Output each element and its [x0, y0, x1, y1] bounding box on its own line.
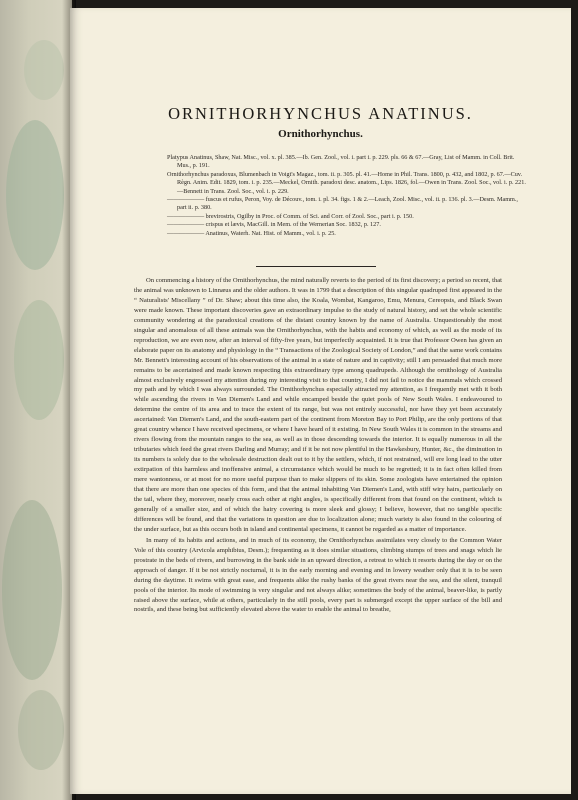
body-text	[134, 276, 502, 615]
book-page	[70, 8, 571, 794]
page-subtitle: Ornithorhynchus.	[278, 128, 363, 140]
body-paragraph: In many of its habits and actions, and in much of its economy, the Ornithorhynchus assimilates very closely to the Common Water Vole of this country (Arvicola amphibius, Desm.); frequenting as it does similar situations, climbing stumps of trees and snags which lie prostrate in the beds of rivers, and burrowing in the bank side in an upward direction, a retreat to which it resorts during the day or on the approach of danger. If it be not strictly nocturnal, it is in the early morning and evening and in lowery weather only that it is to be seen during the daytime. It swims with great ease, and frequents alike the rushy banks of the great rivers near the sea, and the silent, tranquil pools of the interior. Its mode of swimming is very singular and not always alike; sometimes the body of the animal, beaver-like, is partly raised above the surface, while at others, particularly in the still pools, every part is submerged except the upper surface of the bill and nostrils, and these being but sufficiently elevated above the water to enable the animal to breathe,	[134, 536, 502, 614]
section-divider	[256, 266, 376, 267]
synonym-entry: —————— Anatinus, Waterh. Nat. Hist. of Mamm., vol. i. p. 25.	[167, 229, 336, 237]
synonym-entry: —————— brevirostris, Ogilby in Proc. of Comm. of Sci. and Corr. of Zool. Soc., part i. p. 150.	[167, 212, 414, 220]
synonym-entry: Ornithorhynchus paradoxus, Blumenbach in Voigt's Magaz., tom. ii. p. 305. pl. 41.—Home in Phil. Trans. 1800, p. 432, and 1802, p. 67.—Cuv. Règn. Anim. Edit. 1829, tom. i. p. 235.—Meckel, Ornith. paradoxi desc. anatom., Lips. 1826, fol.—Owen in Trans. Zool. Soc., vol. i. p. 221.—Bennett in Trans. Zool. Soc., vol. i. p. 229.	[167, 170, 526, 195]
body-paragraph: On commencing a history of the Ornithorhynchus, the mind naturally reverts to the period of its first discovery; a period so recent, that the animal was unknown to Linnæus and the older authors. It was in 1799 that a description of this singular quadruped first appeared in the “ Naturalists' Miscellany ” of Dr. Shaw; about this time also, the Koala, Wombat, Kangaroo, Emu, Menura, Cereopsis, and Black Swan were made known. These important discoveries gave an extraordinary impulse to the study of natural history, and set the whole scientific community wondering at the paradoxical creations of the distant country known by the name of Australia. Unquestionably the most singular and anomalous of all these animals was the Ornithorhynchus, with the habits and economy of which, as well as the mode of its reproduction, we are even now, after an interval of fifty-five years, but imperfectly acquainted. It is true that Professor Owen has given an elaborate paper on its anatomy and physiology in the “ Transactions of the Zoological Society of London,” and that the same work contains Mr. Bennett's interesting account of his observations of the animal in a state of nature and in captivity; still I am persuaded that much more remains to be ascertained and made known respecting this extraordinary type among quadrupeds. Although the ornithology of Australia almost exclusively engrossed my attention during my interesting visit to that country, I did not fail to notice the mammals which crossed my path and by which I was always surrounded. The Ornithorhynchus especially attracted my attention, as I frequently met with it both while ascending the rivers in Van Diemen's Land and while encamped beside the quiet pools of New South Wales. I endeavoured to determine the centre of its area and to trace the extent of its range, but was not entirely successful, nor have they yet been accurately ascertained: Van Diemen's Land, and the south-eastern part of the continent from Moreton Bay to Port Philip, are the only portions of that great country whence I have received specimens, or where I have heard of it existing. In New South Wales it is common in the streams and rivers flowing from the mountain ranges to the sea, as well as in those descending towards the interior. It is equally numerous in all the tributaries which feed the great rivers Darling and Murray; and if it be not now plentiful in the Hawkesbury, Hunter, &c., the diminution in its numbers is solely due to the wholesale destruction dealt out to it by the settlers, which, if not restrained, will ere long lead to the utter extirpation of this harmless and inoffensive animal, a circumstance which would be much to be regretted; it is in fact often killed from mere wantonness, or at most for no more useful purpose than to make slippers of its skin. Some zoologists have entertained the opinion that there are more than one species of this form, and that the animal inhabiting Van Diemen's Land, with stiff wiry hairs, particularly on the tail, where they, moreover, nearly cross each other at right angles, is specifically different from that found on the continent, which is generally of a smaller size, and of which the hairy covering is more sleek and glossy; I believe, however, that no tangible specific differences will be found, and that the variations in question are due to localization alone; much variety is also found in the colouring of the under surface, but as this occurs both in island and continental specimens, it cannot be regarded as a matter of importance.	[134, 277, 502, 533]
synonymy-list	[167, 154, 527, 238]
page-title: ORNITHORHYNCHUS ANATINUS.	[168, 104, 473, 123]
synonym-entry: Platypus Anatinus, Shaw, Nat. Misc., vol. x. pl. 385.—Ib. Gen. Zool., vol. i. part i. p. 229. pls. 66 & 67.—Gray, List of Mamm. in Coll. Brit. Mus., p. 191.	[167, 154, 515, 170]
synonym-entry: —————— crispus et lævis, MacGill. in Mem. of the Wernerian Soc. 1832, p. 127.	[167, 221, 381, 229]
synonym-entry: —————— fuscus et rufus, Peron, Voy. de Découv., tom. i. pl. 34. figs. 1 & 2.—Leach, Zool. Misc., vol. ii. p. 136. pl. 3.—Desm. Mamm., part ii. p. 380.	[167, 196, 518, 212]
